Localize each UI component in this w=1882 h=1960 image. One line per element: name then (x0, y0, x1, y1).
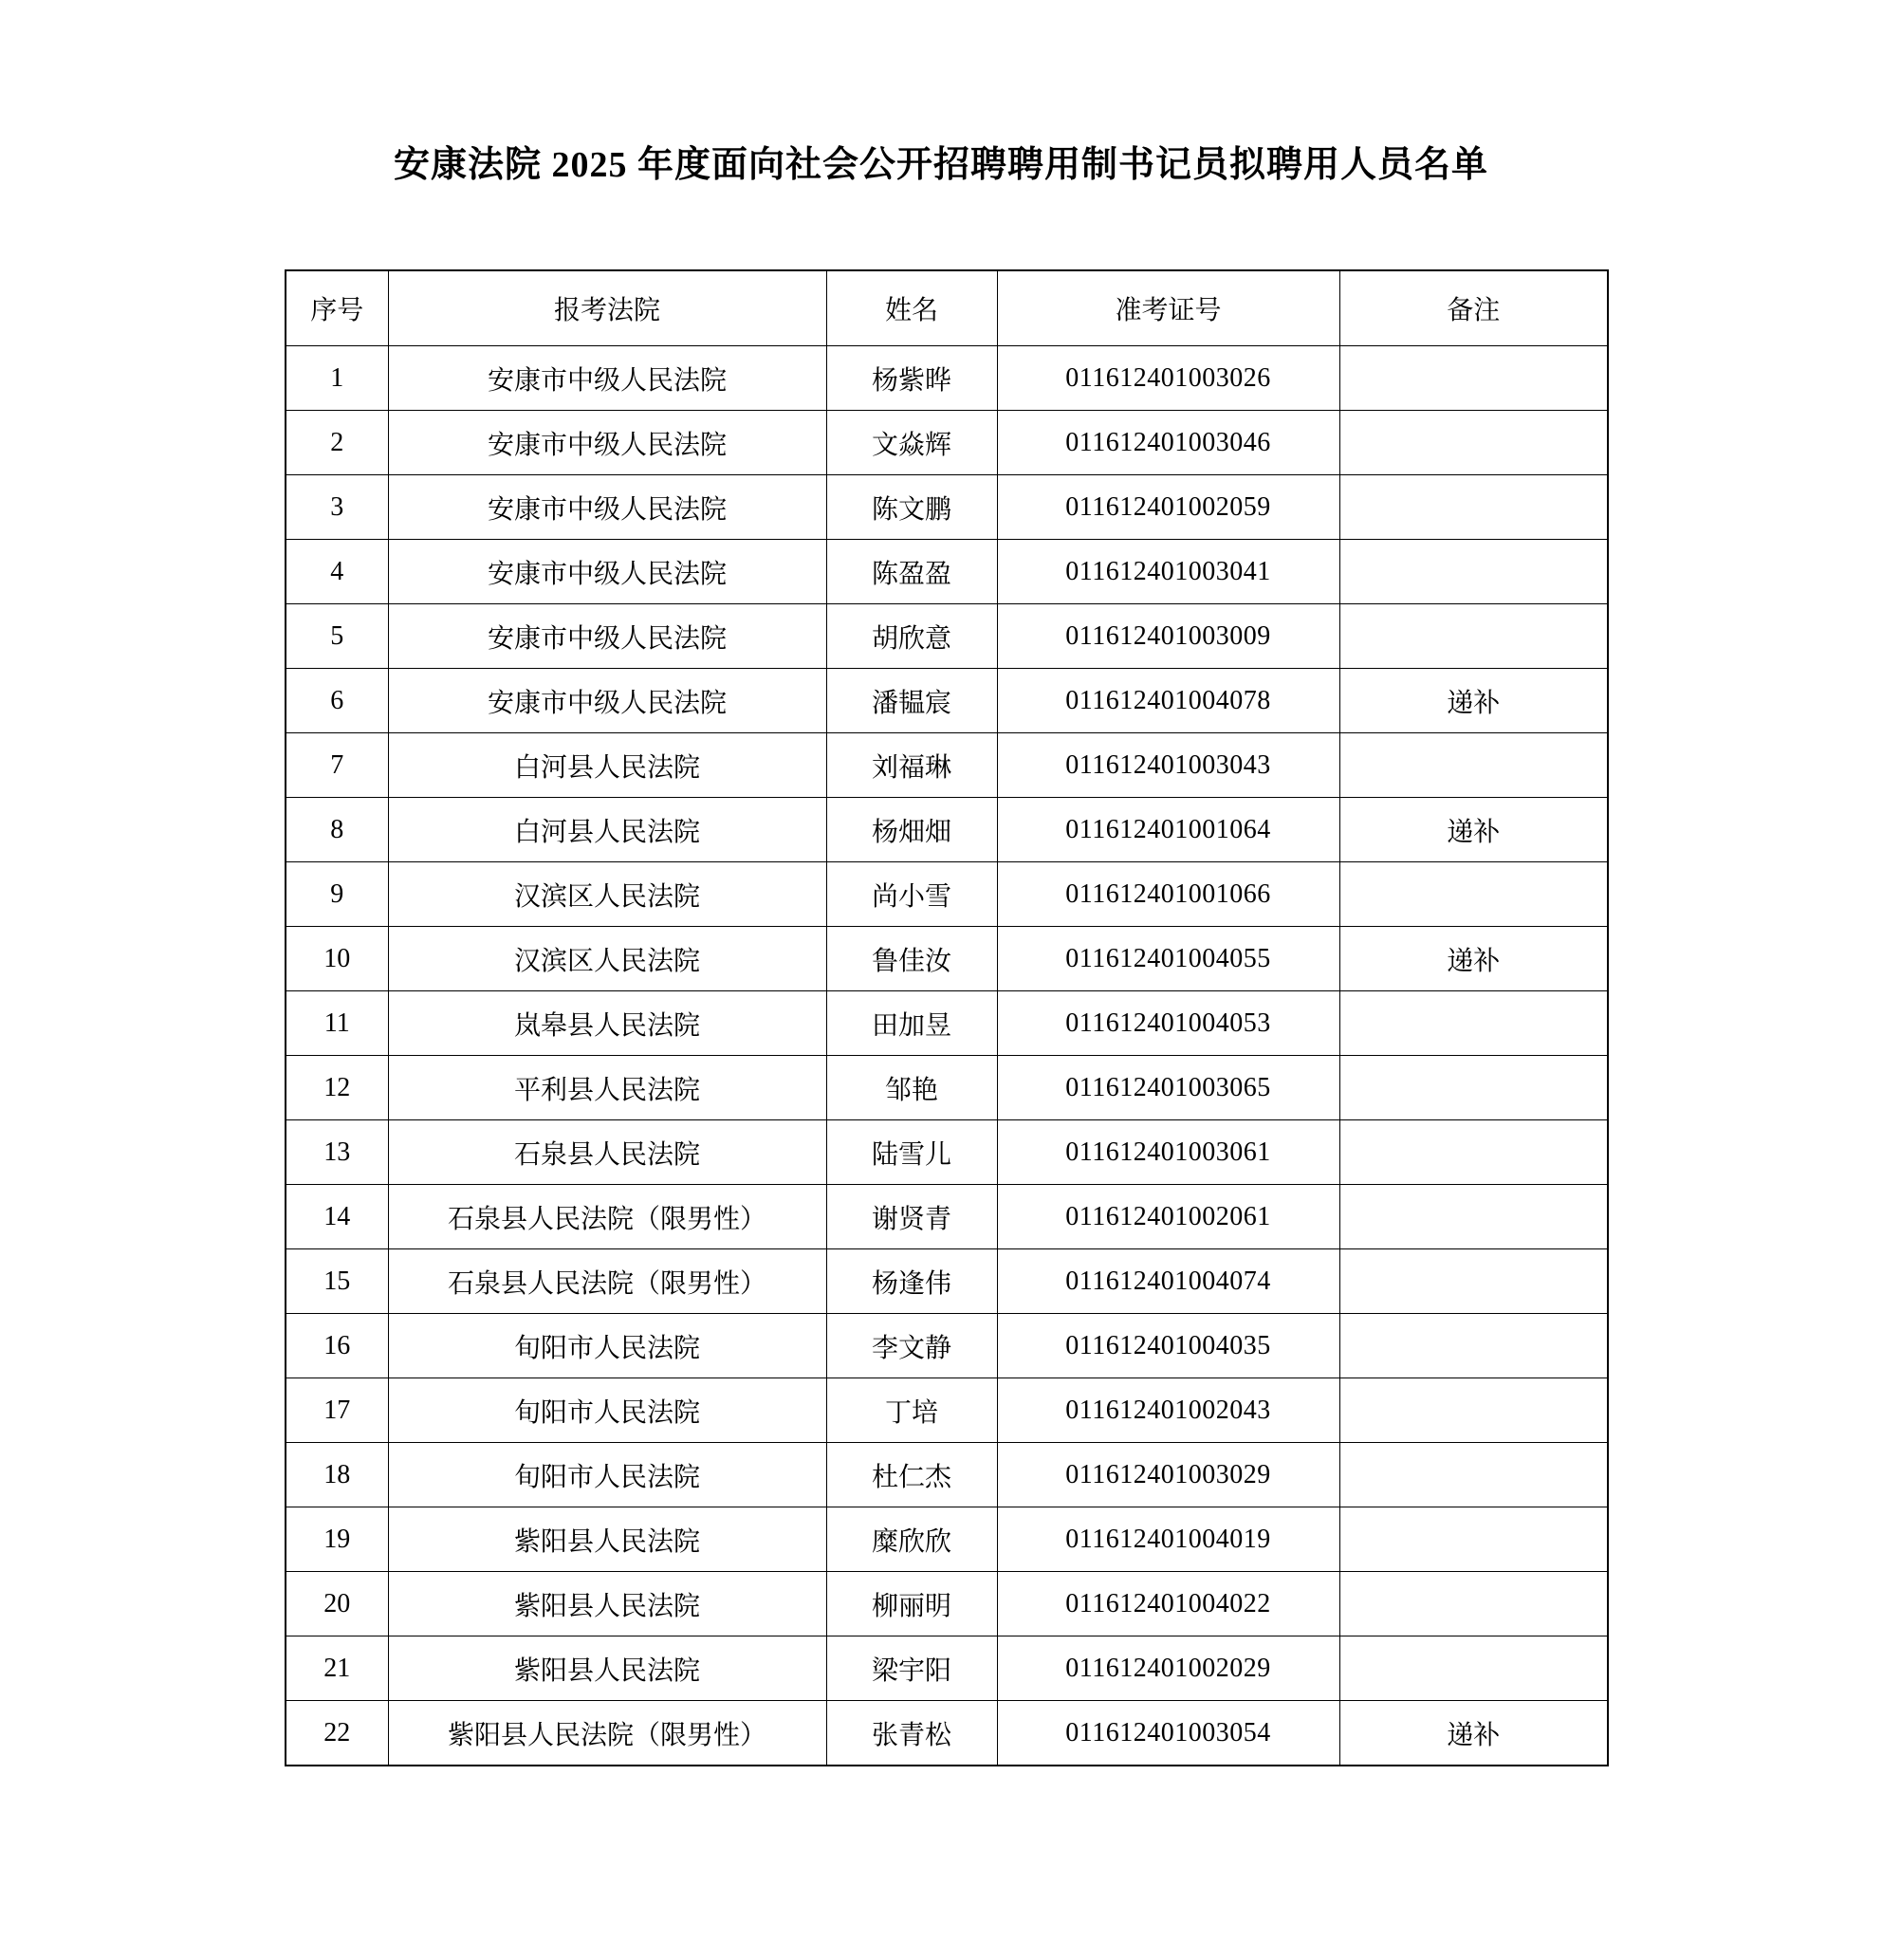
cell-no: 14 (286, 1185, 388, 1249)
cell-remark (1339, 1314, 1608, 1378)
cell-court: 紫阳县人民法院（限男性） (388, 1701, 826, 1766)
cell-exam-no: 011612401001064 (997, 798, 1339, 862)
cell-name: 刘福琳 (826, 733, 997, 798)
cell-exam-no: 011612401004022 (997, 1572, 1339, 1636)
cell-exam-no: 011612401003026 (997, 346, 1339, 411)
cell-exam-no: 011612401003054 (997, 1701, 1339, 1766)
cell-remark (1339, 475, 1608, 540)
cell-no: 8 (286, 798, 388, 862)
cell-court: 旬阳市人民法院 (388, 1443, 826, 1507)
cell-exam-no: 011612401003043 (997, 733, 1339, 798)
cell-exam-no: 011612401004053 (997, 991, 1339, 1056)
cell-court: 白河县人民法院 (388, 733, 826, 798)
cell-court: 旬阳市人民法院 (388, 1378, 826, 1443)
cell-remark (1339, 1249, 1608, 1314)
cell-court: 紫阳县人民法院 (388, 1572, 826, 1636)
table-row (286, 1701, 1608, 1766)
cell-no: 1 (286, 346, 388, 411)
cell-name: 丁培 (826, 1378, 997, 1443)
cell-exam-no: 011612401004078 (997, 669, 1339, 733)
cell-remark: 递补 (1339, 927, 1608, 991)
cell-remark: 递补 (1339, 798, 1608, 862)
cell-name: 田加昱 (826, 991, 997, 1056)
cell-court: 旬阳市人民法院 (388, 1314, 826, 1378)
cell-exam-no: 011612401004035 (997, 1314, 1339, 1378)
cell-name: 梁宇阳 (826, 1636, 997, 1701)
cell-no: 13 (286, 1120, 388, 1185)
column-header-court: 报考法院 (388, 270, 826, 346)
cell-remark (1339, 1507, 1608, 1572)
cell-no: 3 (286, 475, 388, 540)
cell-no: 12 (286, 1056, 388, 1120)
cell-court: 石泉县人民法院（限男性） (388, 1185, 826, 1249)
table-row (286, 411, 1608, 475)
table-row (286, 540, 1608, 604)
table-row (286, 1249, 1608, 1314)
cell-no: 7 (286, 733, 388, 798)
cell-remark (1339, 733, 1608, 798)
table-row (286, 991, 1608, 1056)
cell-no: 15 (286, 1249, 388, 1314)
cell-exam-no: 011612401001066 (997, 862, 1339, 927)
cell-name: 鲁佳汝 (826, 927, 997, 991)
cell-no: 21 (286, 1636, 388, 1701)
table-row (286, 475, 1608, 540)
table-row (286, 1507, 1608, 1572)
cell-name: 陈文鹏 (826, 475, 997, 540)
cell-remark (1339, 1572, 1608, 1636)
cell-court: 石泉县人民法院 (388, 1120, 826, 1185)
cell-remark (1339, 411, 1608, 475)
cell-court: 安康市中级人民法院 (388, 540, 826, 604)
cell-no: 17 (286, 1378, 388, 1443)
column-header-remark: 备注 (1339, 270, 1608, 346)
cell-no: 18 (286, 1443, 388, 1507)
cell-exam-no: 011612401004074 (997, 1249, 1339, 1314)
table-header-row (286, 270, 1608, 346)
cell-name: 潘韫宸 (826, 669, 997, 733)
cell-name: 胡欣意 (826, 604, 997, 669)
cell-court: 安康市中级人民法院 (388, 346, 826, 411)
cell-name: 邹艳 (826, 1056, 997, 1120)
cell-no: 9 (286, 862, 388, 927)
cell-court: 汉滨区人民法院 (388, 862, 826, 927)
cell-no: 6 (286, 669, 388, 733)
cell-court: 安康市中级人民法院 (388, 475, 826, 540)
cell-court: 岚皋县人民法院 (388, 991, 826, 1056)
cell-court: 白河县人民法院 (388, 798, 826, 862)
cell-court: 平利县人民法院 (388, 1056, 826, 1120)
cell-exam-no: 011612401003041 (997, 540, 1339, 604)
table-row (286, 1443, 1608, 1507)
cell-remark (1339, 1378, 1608, 1443)
cell-exam-no: 011612401002043 (997, 1378, 1339, 1443)
table-row (286, 669, 1608, 733)
cell-exam-no: 011612401004019 (997, 1507, 1339, 1572)
table-row (286, 1636, 1608, 1701)
table-row (286, 798, 1608, 862)
table-row (286, 733, 1608, 798)
cell-exam-no: 011612401002059 (997, 475, 1339, 540)
cell-remark (1339, 862, 1608, 927)
cell-remark (1339, 1443, 1608, 1507)
cell-remark (1339, 1185, 1608, 1249)
cell-name: 谢贤青 (826, 1185, 997, 1249)
cell-court: 安康市中级人民法院 (388, 669, 826, 733)
table-row (286, 604, 1608, 669)
cell-no: 22 (286, 1701, 388, 1766)
page-title: 安康法院 2025 年度面向社会公开招聘聘用制书记员拟聘用人员名单 (393, 145, 1488, 185)
cell-exam-no: 011612401003046 (997, 411, 1339, 475)
table-row (286, 1185, 1608, 1249)
cell-no: 16 (286, 1314, 388, 1378)
table-row (286, 1572, 1608, 1636)
cell-exam-no: 011612401002029 (997, 1636, 1339, 1701)
cell-exam-no: 011612401002061 (997, 1185, 1339, 1249)
cell-remark (1339, 1056, 1608, 1120)
cell-court: 安康市中级人民法院 (388, 604, 826, 669)
hiring-table (285, 269, 1609, 1766)
cell-name: 文焱辉 (826, 411, 997, 475)
table-row (286, 1314, 1608, 1378)
table-row (286, 346, 1608, 411)
cell-no: 4 (286, 540, 388, 604)
cell-no: 10 (286, 927, 388, 991)
cell-name: 杨紫晔 (826, 346, 997, 411)
cell-name: 尚小雪 (826, 862, 997, 927)
cell-exam-no: 011612401003061 (997, 1120, 1339, 1185)
column-header-no: 序号 (286, 270, 388, 346)
cell-remark: 递补 (1339, 669, 1608, 733)
cell-name: 杜仁杰 (826, 1443, 997, 1507)
cell-remark (1339, 346, 1608, 411)
cell-no: 11 (286, 991, 388, 1056)
cell-no: 5 (286, 604, 388, 669)
cell-court: 汉滨区人民法院 (388, 927, 826, 991)
cell-exam-no: 011612401003029 (997, 1443, 1339, 1507)
cell-name: 杨畑畑 (826, 798, 997, 862)
cell-exam-no: 011612401004055 (997, 927, 1339, 991)
cell-name: 李文静 (826, 1314, 997, 1378)
table-row (286, 1378, 1608, 1443)
table-row (286, 1056, 1608, 1120)
cell-remark (1339, 540, 1608, 604)
cell-remark: 递补 (1339, 1701, 1608, 1766)
cell-remark (1339, 604, 1608, 669)
cell-name: 张青松 (826, 1701, 997, 1766)
cell-remark (1339, 1120, 1608, 1185)
cell-court: 紫阳县人民法院 (388, 1507, 826, 1572)
cell-name: 杨逢伟 (826, 1249, 997, 1314)
cell-exam-no: 011612401003009 (997, 604, 1339, 669)
cell-remark (1339, 991, 1608, 1056)
column-header-name: 姓名 (826, 270, 997, 346)
cell-name: 柳丽明 (826, 1572, 997, 1636)
column-header-exam-no: 准考证号 (997, 270, 1339, 346)
cell-court: 安康市中级人民法院 (388, 411, 826, 475)
cell-no: 20 (286, 1572, 388, 1636)
table-row (286, 927, 1608, 991)
cell-name: 糜欣欣 (826, 1507, 997, 1572)
cell-name: 陆雪儿 (826, 1120, 997, 1185)
cell-court: 石泉县人民法院（限男性） (388, 1249, 826, 1314)
cell-remark (1339, 1636, 1608, 1701)
cell-no: 2 (286, 411, 388, 475)
cell-no: 19 (286, 1507, 388, 1572)
table-row (286, 1120, 1608, 1185)
table-row (286, 862, 1608, 927)
cell-court: 紫阳县人民法院 (388, 1636, 826, 1701)
cell-exam-no: 011612401003065 (997, 1056, 1339, 1120)
cell-name: 陈盈盈 (826, 540, 997, 604)
